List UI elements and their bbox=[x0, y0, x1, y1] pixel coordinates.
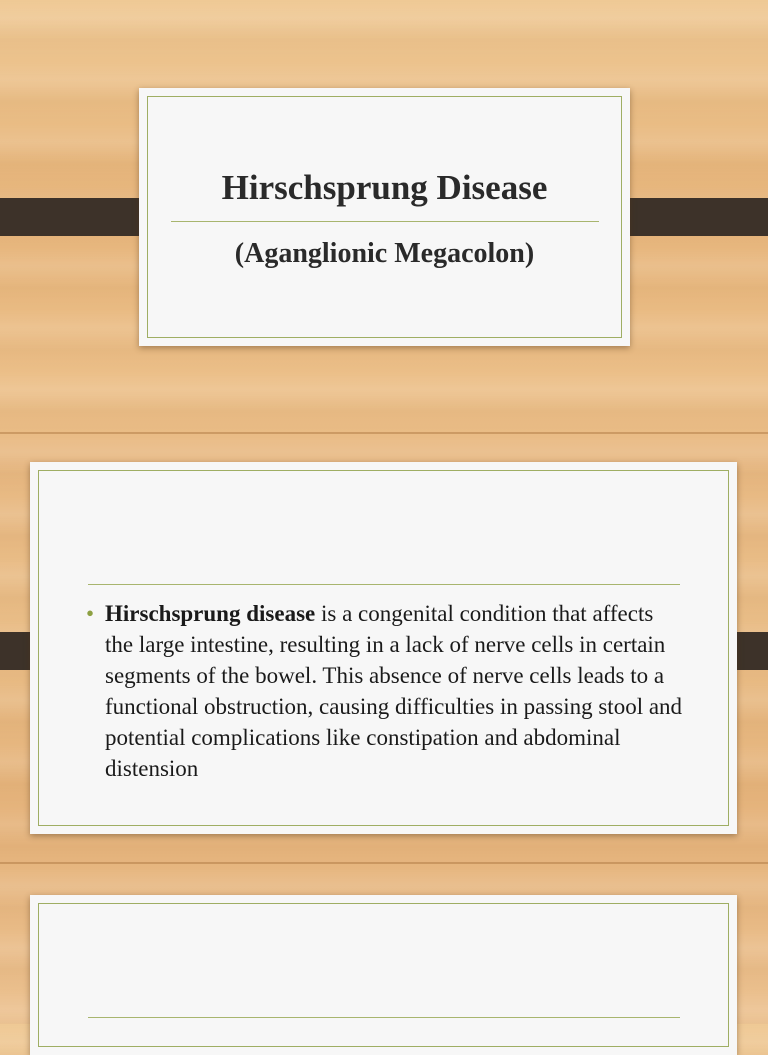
slide-frame bbox=[147, 96, 622, 338]
title-slide[interactable] bbox=[139, 88, 630, 346]
bullet-item bbox=[86, 598, 686, 784]
slide-title: Hirschsprung Disease bbox=[221, 168, 548, 207]
bullet-body: is a congenital condition that affects the large intestine, resulting in a lack of nerve cells in certain segments of the bowel. This absence of nerve cells leads to a functional obstruction, causing difficulties in passing stool and potential complications like constipation and abdominal distension bbox=[105, 601, 683, 781]
content-divider bbox=[88, 584, 680, 585]
bullet-icon: • bbox=[86, 601, 95, 626]
slide-tab-left bbox=[0, 198, 156, 236]
title-divider bbox=[171, 221, 599, 222]
wood-seam bbox=[0, 432, 768, 434]
slide-subtitle: (Aganglionic Megacolon) bbox=[234, 238, 535, 269]
content-divider bbox=[88, 1017, 680, 1018]
slide-frame bbox=[38, 903, 729, 1047]
bullet-term: Hirschsprung disease bbox=[105, 601, 316, 626]
next-slide[interactable] bbox=[30, 895, 737, 1055]
wood-seam bbox=[0, 862, 768, 864]
bullet-text bbox=[105, 598, 686, 784]
slide-tab-right bbox=[613, 198, 768, 236]
